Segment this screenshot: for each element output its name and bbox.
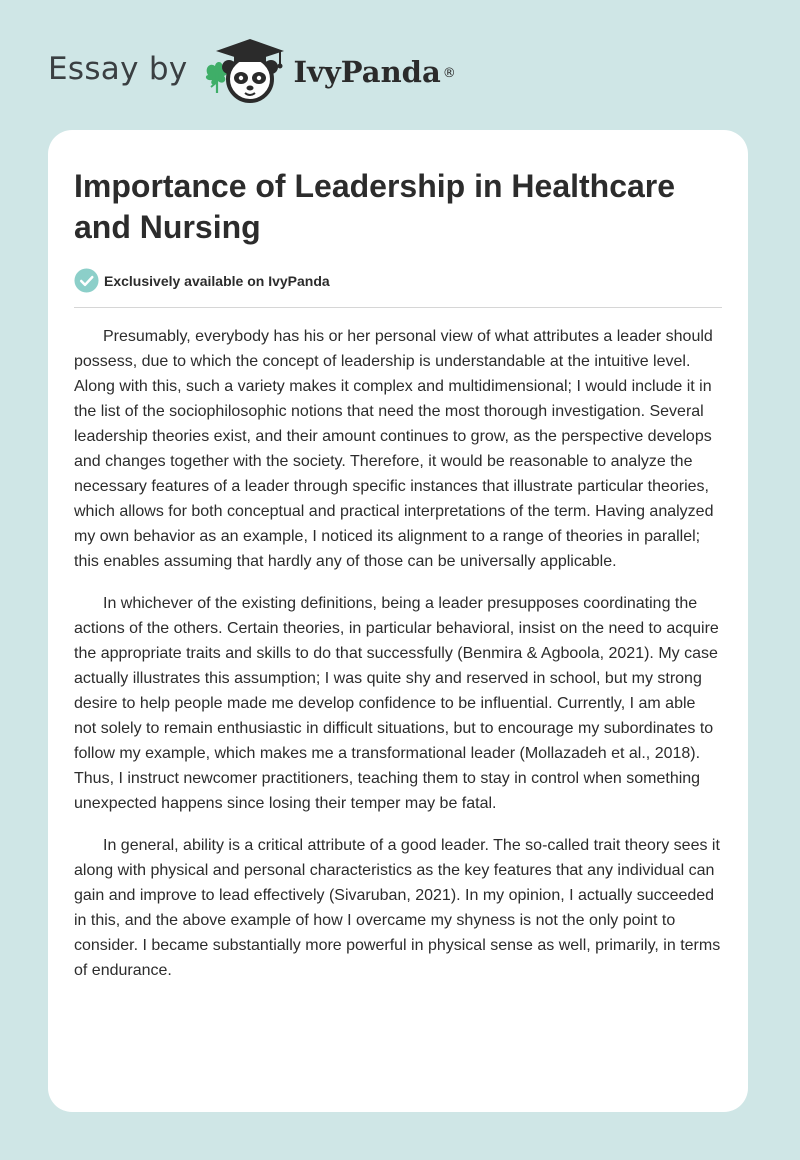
exclusive-badge [74,268,722,308]
brand-prefix: Essay by [48,51,188,87]
panda-graduate-logo-icon [202,35,290,107]
exclusive-label: Exclusively available on IvyPanda [104,272,330,289]
essay-paragraph: In general, ability is a critical attribute of a good leader. The so-called trait theory sees it along with physical and personal characteristics as the key features that any individual can gain and improve to lead effectively (Sivaruban, 2021). In my opinion, I actually succeeded in this, and the above example of how I overcame my shyness is not the only point to consider. I became substantially more powerful in physical sense as well, primarily, in terms of endurance. [74,837,721,979]
essay-paragraph: Presumably, everybody has his or her personal view of what attributes a leader should possess, due to which the concept of leadership is understandable at the intuitive level. Along with this, such a variety makes it complex and multidimensional; I would include it in the list of the sociophilosophic notions that need the most thorough investigation. Several leadership theories exist, and their amount continues to grow, as the perspective develops and changes together with the society. Therefore, it would be reasonable to analyze the necessary features of a leader through specific instances that illustrate particular theories, which allows for both conceptual and practical interpretations of the term. Having analyzed my own behavior as an example, I noticed its alignment to a range of theories in parallel; this enables assuming that hardly any of those can be universally applicable. [74,328,714,570]
essay-paragraph: In whichever of the existing definitions, being a leader presupposes coordinating the actions of the others. Certain theories, in particular behavioral, insist on the need to acquire the appropriate traits and skills to do that successfully (Benmira & Agboola, 2021). My case actually illustrates this assumption; I was quite shy and reserved in school, but my strong desire to help people made me develop confidence to be influential. Currently, I am able not solely to remain enthusiastic in difficult situations, but to encourage my subordinates to follow my example, which makes me a transformational leader (Mollazadeh et al., 2018). Thus, I instruct newcomer practitioners, teaching them to stay in control when something unexpected happens since losing their temper may be fatal. [74,595,719,812]
brand-name: IvyPanda [293,55,441,89]
essay-card [48,130,748,1112]
page-title: Importance of Leadership in Healthcare and Nursing [74,168,676,245]
site-header-brand[interactable] [48,38,456,108]
check-badge-icon [74,268,99,293]
registered-mark: ® [442,65,456,81]
